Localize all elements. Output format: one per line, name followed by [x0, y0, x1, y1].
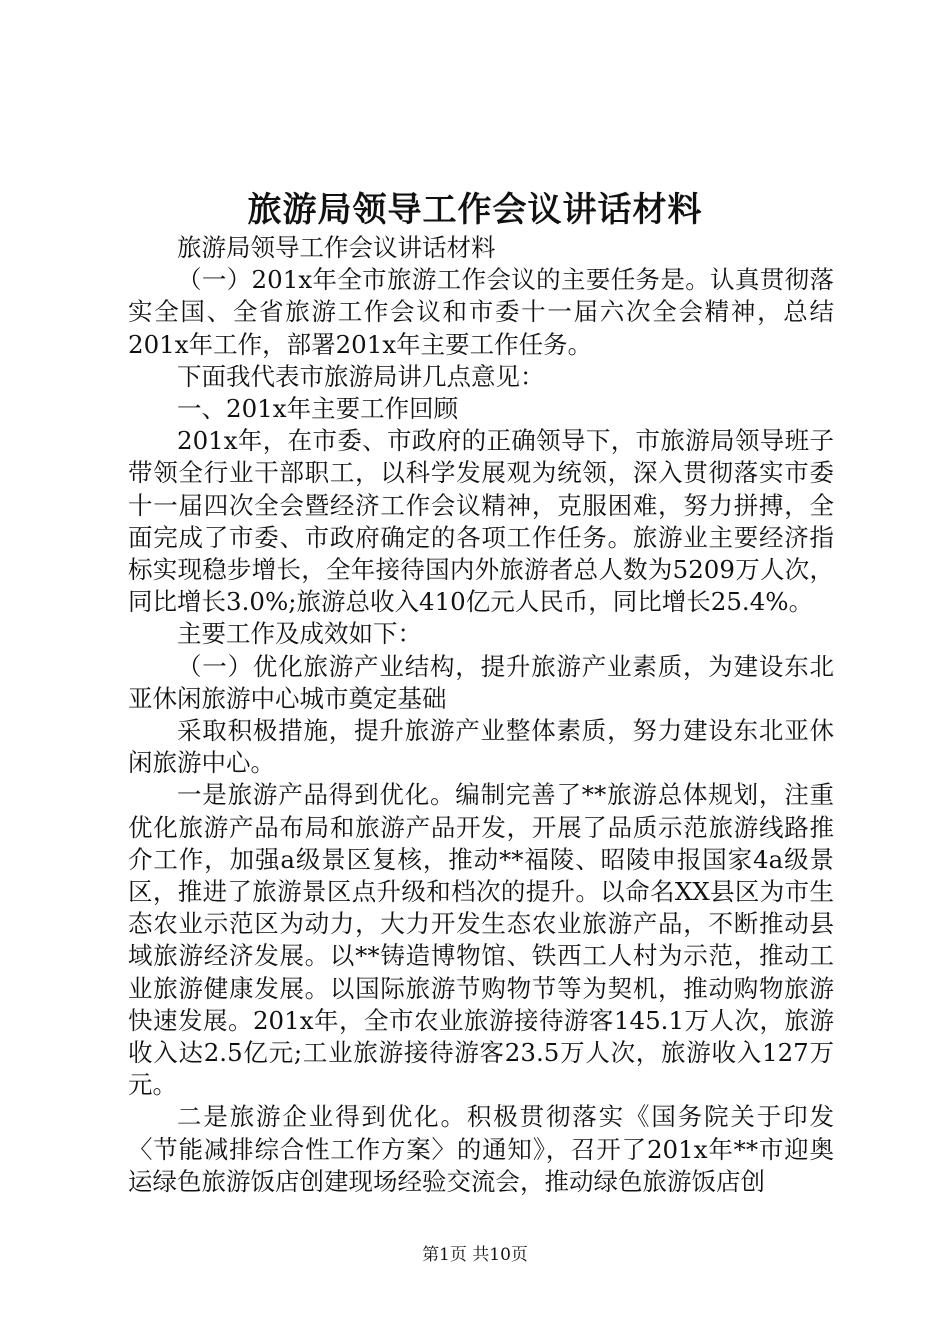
document-title: 旅游局领导工作会议讲话材料	[247, 190, 703, 230]
paragraph-subtitle: 旅游局领导工作会议讲话材料	[177, 233, 496, 262]
subsection-heading-structure: （一）优化旅游产业结构，提升旅游产业素质，为建设东北亚休闲旅游中心城市奠定基础	[128, 651, 834, 713]
paragraph-review-summary: 201x年，在市委、市政府的正确领导下，市旅游局领导班子带领全行业干部职工，以科学发展观为统领，深入贯彻落实市委十一届四次全会暨经济工作会议精神，克服困难，努力拼搏，全面完成了市委、市政府确定的各项工作任务。旅游业主要经济指标实现稳步增长，全年接待国内外旅游者总人数为5209万人次，同比增长3.0%;旅游总收入410亿元人民币，同比增长25.4%。	[128, 426, 834, 617]
document-body	[128, 232, 834, 1198]
paragraph-products-optimized: 一是旅游产品得到优化。编制完善了**旅游总体规划，注重优化旅游产品布局和旅游产品开发，开展了品质示范旅游线路推介工作，加强a级景区复核，推动**福陵、昭陵申报国家4a级景区，推进了旅游景区点升级和档次的提升。以命名XX县区为市生态农业示范区为动力，大力开发生态农业旅游产品，不断推动县域旅游经济发展。以**铸造博物馆、铁西工人村为示范，推动工业旅游健康发展。以国际旅游节购物节等为契机，推动购物旅游快速发展。201x年，全市农业旅游接待游客145.1万人次，旅游收入达2.5亿元;工业旅游接待游客23.5万人次，旅游收入127万元。	[128, 780, 834, 1100]
section-heading-review: 一、201x年主要工作回顾	[177, 394, 459, 424]
paragraph-intro: 下面我代表市旅游局讲几点意见：	[177, 361, 545, 391]
page-number: 第1页 共10页	[422, 1245, 528, 1265]
paragraph-achievements-intro: 主要工作及成效如下：	[177, 619, 422, 649]
paragraph-measures: 采取积极措施，提升旅游产业整体素质，努力建设东北亚休闲旅游中心。	[128, 716, 834, 778]
paragraph-main-task: （一）201x年全市旅游工作会议的主要任务是。认真贯彻落实全国、全省旅游工作会议和市委十一届六次全会精神，总结201x年工作，部署201x年主要工作任务。	[128, 265, 834, 359]
paragraph-enterprises-optimized: 二是旅游企业得到优化。积极贯彻落实《国务院关于印发〈节能减排综合性工作方案〉的通知》，召开了201x年**市迎奥运绿色旅游饭店创建现场经验交流会，推动绿色旅游饭店创	[128, 1102, 834, 1196]
